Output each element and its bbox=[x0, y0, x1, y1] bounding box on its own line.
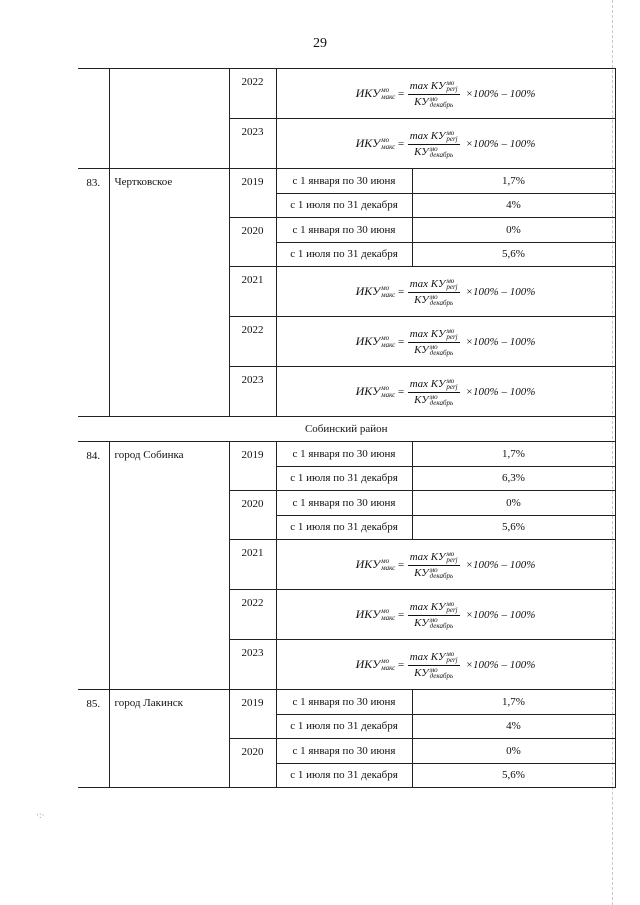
year-cell: 2023 bbox=[229, 367, 276, 417]
period-cell: с 1 июля по 31 декабря bbox=[276, 243, 412, 267]
formula-cell bbox=[276, 540, 615, 590]
formula-tail: ×100% – 100% bbox=[465, 87, 536, 100]
formula-tail: ×100% – 100% bbox=[465, 558, 536, 571]
value-cell: 4% bbox=[412, 194, 615, 218]
formula-tail: ×100% – 100% bbox=[465, 137, 536, 150]
formula bbox=[277, 328, 615, 356]
formula-lhs: ИКУ мо макс bbox=[355, 607, 396, 623]
number-cell bbox=[78, 69, 109, 169]
period-cell: с 1 января по 30 июня bbox=[276, 442, 412, 467]
formula-tail: ×100% – 100% bbox=[465, 608, 536, 621]
table-row bbox=[78, 69, 615, 119]
period-cell: с 1 января по 30 июня bbox=[276, 169, 412, 194]
formula-numerator: max КУ мо реrj bbox=[409, 650, 458, 665]
year-cell: 2020 bbox=[229, 218, 276, 267]
formula-fraction bbox=[408, 80, 460, 108]
period-cell: с 1 июля по 31 декабря bbox=[276, 715, 412, 739]
period-cell: с 1 января по 30 июня bbox=[276, 218, 412, 243]
formula-numerator: max КУ мо реrj bbox=[409, 600, 458, 615]
name-cell bbox=[109, 69, 229, 169]
period-cell: с 1 января по 30 июня bbox=[276, 739, 412, 764]
year-cell: 2022 bbox=[229, 590, 276, 640]
value-cell: 5,6% bbox=[412, 516, 615, 540]
value-cell: 1,7% bbox=[412, 690, 615, 715]
municipality-name: город Лакинск bbox=[109, 690, 229, 788]
value-cell: 5,6% bbox=[412, 764, 615, 788]
formula-denominator: КУ мо декабрь bbox=[414, 616, 454, 631]
formula-tail: ×100% – 100% bbox=[465, 385, 536, 398]
formula bbox=[277, 651, 615, 679]
formula-equals: = bbox=[397, 608, 405, 621]
year-cell: 2020 bbox=[229, 491, 276, 540]
table-row bbox=[78, 169, 615, 194]
period-cell: с 1 июля по 31 декабря bbox=[276, 516, 412, 540]
year-cell: 2023 bbox=[229, 640, 276, 690]
formula-fraction bbox=[408, 551, 460, 579]
year-cell: 2021 bbox=[229, 540, 276, 590]
formula-fraction bbox=[408, 601, 460, 629]
value-cell: 5,6% bbox=[412, 243, 615, 267]
period-cell: с 1 января по 30 июня bbox=[276, 491, 412, 516]
formula-fraction bbox=[408, 130, 460, 158]
row-number: 83. bbox=[78, 169, 109, 417]
formula-fraction bbox=[408, 278, 460, 306]
table-row bbox=[78, 417, 615, 442]
formula-numerator: max КУ мо реrj bbox=[409, 129, 458, 144]
formula-lhs: ИКУ мо макс bbox=[355, 334, 396, 350]
formula-denominator: КУ мо декабрь bbox=[414, 145, 454, 160]
formula-cell bbox=[276, 640, 615, 690]
value-cell: 0% bbox=[412, 218, 615, 243]
year-cell: 2019 bbox=[229, 690, 276, 739]
value-cell: 0% bbox=[412, 739, 615, 764]
formula-lhs: ИКУ мо макс bbox=[355, 86, 396, 102]
formula-numerator: max КУ мо реrj bbox=[409, 79, 458, 94]
formula-numerator: max КУ мо реrj bbox=[409, 377, 458, 392]
scan-speck: ·:· bbox=[36, 810, 45, 820]
formula bbox=[277, 278, 615, 306]
value-cell: 0% bbox=[412, 491, 615, 516]
formula-numerator: max КУ мо реrj bbox=[409, 277, 458, 292]
value-cell: 6,3% bbox=[412, 467, 615, 491]
formula bbox=[277, 378, 615, 406]
formula-fraction bbox=[408, 328, 460, 356]
period-cell: с 1 января по 30 июня bbox=[276, 690, 412, 715]
formula-lhs: ИКУ мо макс bbox=[355, 284, 396, 300]
value-cell: 4% bbox=[412, 715, 615, 739]
year-cell: 2019 bbox=[229, 169, 276, 218]
formula-cell bbox=[276, 590, 615, 640]
year-cell: 2019 bbox=[229, 442, 276, 491]
formula-lhs: ИКУ мо макс bbox=[355, 557, 396, 573]
municipality-name: Чертковское bbox=[109, 169, 229, 417]
year-cell: 2023 bbox=[229, 119, 276, 169]
formula-denominator: КУ мо декабрь bbox=[414, 95, 454, 110]
formula-cell bbox=[276, 367, 615, 417]
formula-cell bbox=[276, 317, 615, 367]
formula-denominator: КУ мо декабрь bbox=[414, 343, 454, 358]
table-row bbox=[78, 442, 615, 467]
district-header: Собинский район bbox=[78, 417, 615, 442]
formula-fraction bbox=[408, 651, 460, 679]
formula bbox=[277, 80, 615, 108]
year-cell: 2021 bbox=[229, 267, 276, 317]
formula-tail: ×100% – 100% bbox=[465, 285, 536, 298]
page-number: 29 bbox=[313, 36, 327, 51]
row-number: 85. bbox=[78, 690, 109, 788]
formula-fraction bbox=[408, 378, 460, 406]
formula-numerator: max КУ мо реrj bbox=[409, 327, 458, 342]
formula-denominator: КУ мо декабрь bbox=[414, 293, 454, 308]
period-cell: с 1 июля по 31 декабря bbox=[276, 194, 412, 218]
formula-equals: = bbox=[397, 335, 405, 348]
formula-denominator: КУ мо декабрь bbox=[414, 393, 454, 408]
row-number: 84. bbox=[78, 442, 109, 690]
table-row bbox=[78, 690, 615, 715]
formula-equals: = bbox=[397, 87, 405, 100]
year-cell: 2022 bbox=[229, 317, 276, 367]
year-cell: 2020 bbox=[229, 739, 276, 788]
formula bbox=[277, 551, 615, 579]
municipality-name: город Собинка bbox=[109, 442, 229, 690]
formula-cell bbox=[276, 119, 615, 169]
formula-equals: = bbox=[397, 385, 405, 398]
formula-denominator: КУ мо декабрь bbox=[414, 566, 454, 581]
formula bbox=[277, 601, 615, 629]
formula-equals: = bbox=[397, 285, 405, 298]
formula-lhs: ИКУ мо макс bbox=[355, 136, 396, 152]
formula-denominator: КУ мо декабрь bbox=[414, 666, 454, 681]
formula-lhs: ИКУ мо макс bbox=[355, 657, 396, 673]
formula-tail: ×100% – 100% bbox=[465, 335, 536, 348]
formula-cell bbox=[276, 69, 615, 119]
formula bbox=[277, 130, 615, 158]
formula-numerator: max КУ мо реrj bbox=[409, 550, 458, 565]
value-cell: 1,7% bbox=[412, 169, 615, 194]
formula-cell bbox=[276, 267, 615, 317]
period-cell: с 1 июля по 31 декабря bbox=[276, 764, 412, 788]
formula-lhs: ИКУ мо макс bbox=[355, 384, 396, 400]
formula-equals: = bbox=[397, 137, 405, 150]
value-cell: 1,7% bbox=[412, 442, 615, 467]
formula-equals: = bbox=[397, 658, 405, 671]
formula-equals: = bbox=[397, 558, 405, 571]
year-cell: 2022 bbox=[229, 69, 276, 119]
period-cell: с 1 июля по 31 декабря bbox=[276, 467, 412, 491]
formula-tail: ×100% – 100% bbox=[465, 658, 536, 671]
tariff-table bbox=[78, 68, 616, 788]
